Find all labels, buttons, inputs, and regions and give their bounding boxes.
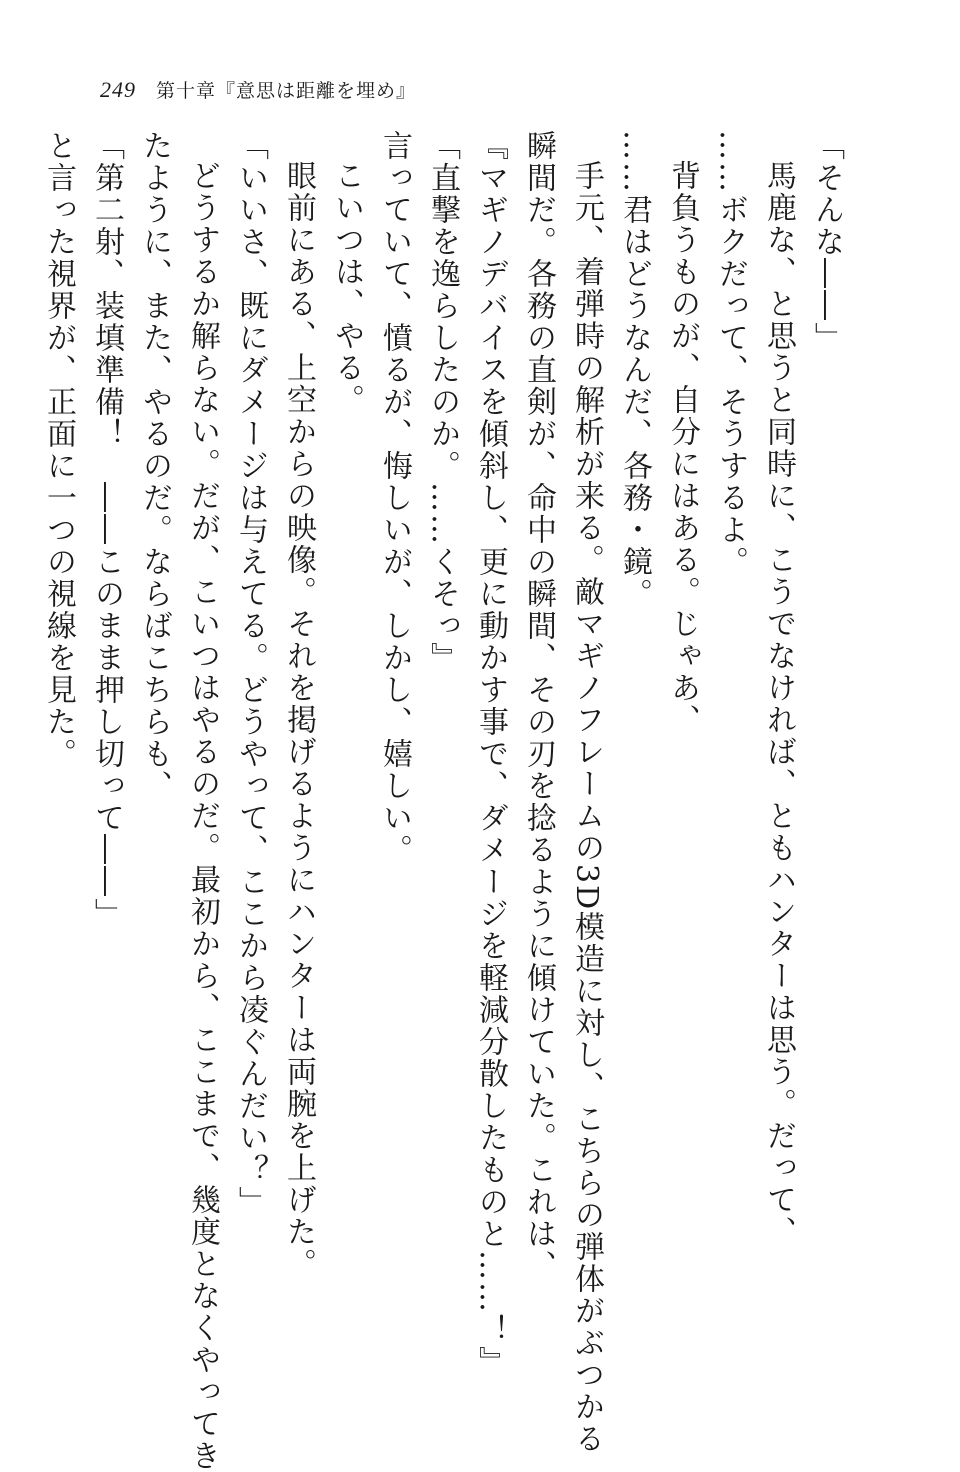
text-line: 瞬間だ。各務の直剣が、命中の瞬間、その刃を捻るように傾けていた。これは、: [521, 130, 556, 1282]
text-line: ……ボクだって、そうするよ。: [713, 130, 748, 578]
text-line: こいつは、やる。: [329, 160, 364, 416]
text-line: 言っていて、憤るが、悔しいが、しかし、嬉しい。: [377, 130, 412, 866]
page-number: 249: [100, 77, 136, 102]
page-header: [100, 76, 416, 106]
text-line: ……君はどうなんだ、各務・鏡。: [617, 130, 652, 610]
text-line: 「いいさ、既にダメージは与えてる。どうやって、ここから凌ぐんだい？」: [233, 130, 268, 1218]
text-line: どうするか解らない。だが、こいつはやるのだ。最初から、ここまで、幾度となくやってき: [185, 160, 220, 1472]
text-line: 背負うものが、自分にはある。じゃあ、: [665, 160, 700, 736]
text-line: と言った視界が、正面に一つの視線を見た。: [41, 130, 76, 770]
text-line: たように、また、やるのだ。ならばこちらも、: [137, 130, 172, 802]
vertical-body-text: [41, 130, 850, 1472]
text-line: 眼前にある、上空からの映像。それを掲げるようにハンターは両腕を上げた。: [281, 160, 316, 1280]
text-line: 馬鹿な、と思うと同時に、こうでなければ、ともハンターは思う。だって、: [761, 160, 796, 1248]
text-line: 「第二射、装填準備！ ――このまま押し切って――」: [89, 130, 124, 930]
chapter-title: 第十章『意思は距離を埋め』: [156, 80, 417, 102]
text-line: 『マギノデバイスを傾斜し、更に動かす事で、ダメージを軽減分散したものと……！』: [473, 130, 508, 1378]
text-line: 「直撃を逸らしたのか。……くそっ』: [425, 130, 460, 674]
text-line: 手元、着弾時の解析が来る。敵マギノフレームの3D模造に対し、こちらの弾体がぶつかる: [569, 160, 604, 1456]
text-line: 「そんな――」: [809, 130, 844, 354]
